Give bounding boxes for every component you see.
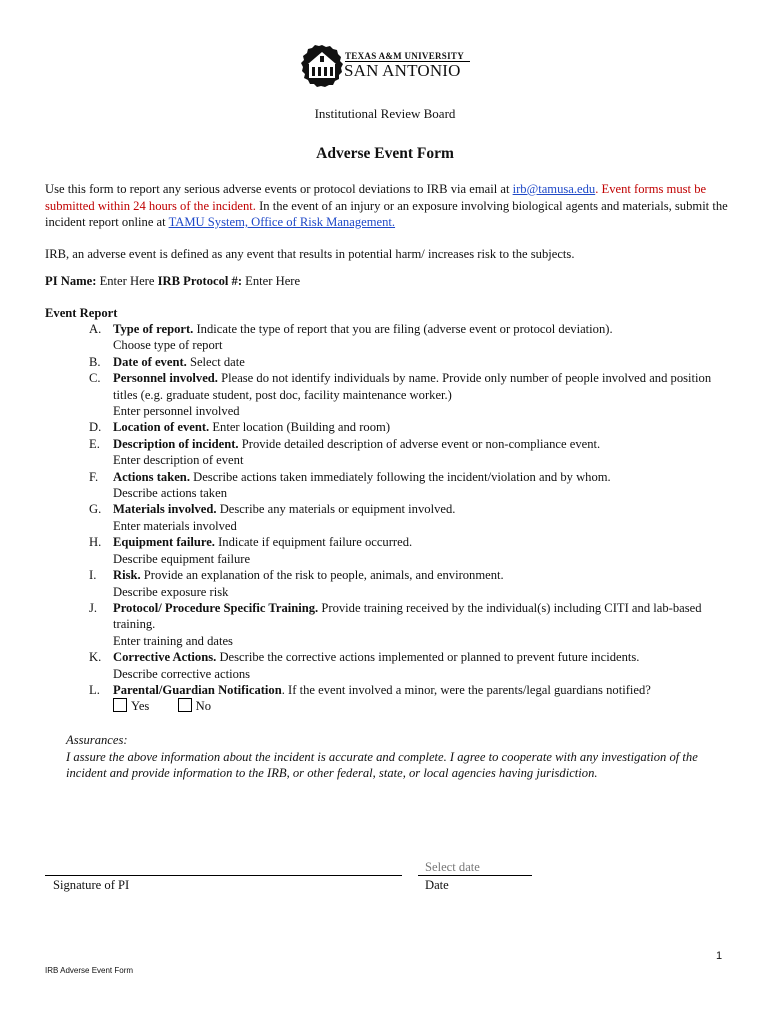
item-desc: . If the event involved a minor, were the parents/legal guardians notified? [281,682,651,697]
item-label: Parental/Guardian Notification [113,682,282,697]
item-label: Description of incident. [113,436,239,451]
pi-name-field[interactable]: Enter Here [96,274,158,288]
item-desc: Please do not identify individuals by name. Provide only number of people involved and position titles (e.g. graduate student, post doc, facility maintenance worker.) [113,371,712,402]
item-letter: F. [89,469,99,484]
item-label: Materials involved. [113,502,217,517]
no-checkbox[interactable] [178,698,192,712]
report-item-b [45,354,735,370]
item-desc: Provide detailed description of adverse event or non-compliance event. [238,436,601,451]
assurances-section [66,732,726,782]
intro-text: Use this form to report any serious adverse events or protocol deviations to IRB via email at [45,182,513,196]
item-desc: Describe any materials or equipment involved. [216,502,456,517]
item-letter: H. [89,535,102,550]
item-letter: K. [89,650,102,665]
report-item-h [45,534,735,567]
page-title: Adverse Event Form [316,145,454,162]
intro-separator: . [595,182,602,196]
adverse-event-definition: IRB, an adverse event is defined as any event that results in potential harm/ increases risk to the subjects. [45,247,575,261]
footer-doc-name: IRB Adverse Event Form [45,966,134,975]
event-report-heading: Event Report [45,306,118,320]
risk-field[interactable]: Describe exposure risk [113,584,229,599]
item-label: Corrective Actions. [113,650,217,665]
item-desc: Provide training received by the individual(s) including CITI and lab-based training. [113,600,702,632]
signature-line[interactable] [45,875,402,876]
report-item-l [45,682,735,715]
irb-email-link[interactable]: irb@tamusa.edu [512,182,596,196]
description-field[interactable]: Enter description of event [113,453,244,468]
item-label: Actions taken. [113,469,190,484]
item-label: Personnel involved. [113,371,218,386]
item-letter: D. [89,420,102,435]
materials-field[interactable]: Enter materials involved [113,518,237,533]
yes-checkbox[interactable] [113,698,127,712]
signature-label: Signature of PI [53,878,130,892]
equipment-failure-field[interactable]: Describe equipment failure [113,551,251,566]
intro-paragraph [45,181,735,231]
actions-field[interactable]: Describe actions taken [113,486,227,501]
item-letter: L. [89,682,100,697]
item-letter: C. [89,371,101,386]
risk-management-link[interactable]: TAMU System, Office of Risk Management. [168,215,396,229]
protocol-field[interactable]: Enter Here [242,274,301,288]
report-item-i [45,567,735,600]
item-letter: G. [89,502,102,517]
item-desc: Indicate if equipment failure occurred. [214,535,413,550]
item-label: Date of event. [113,354,187,369]
report-item-c [45,370,735,419]
item-letter: E. [89,436,100,451]
protocol-label: IRB Protocol #: [157,274,243,288]
item-letter: B. [89,354,101,369]
signature-date-picker[interactable]: Select date [425,860,480,874]
corrective-actions-field[interactable]: Describe corrective actions [113,666,251,681]
personnel-field[interactable]: Enter personnel involved [113,404,240,419]
date-line [418,875,532,876]
report-item-f [45,469,735,502]
item-label: Location of event. [113,420,210,435]
item-letter: A. [89,322,102,336]
item-desc: Provide an explanation of the risk to people, animals, and environment. [140,568,504,583]
report-type-dropdown[interactable]: Choose type of report [113,338,223,353]
report-item-j [45,600,735,649]
pi-name-label: PI Name: [45,274,97,288]
report-item-a [45,321,735,354]
university-name-line2: SAN ANTONIO [344,61,461,80]
item-letter: I. [89,568,97,583]
page-number: 1 [716,950,723,962]
yes-label: Yes [131,699,150,714]
event-report-list [45,321,735,715]
event-date-picker[interactable]: Select date [186,354,245,369]
item-desc: Describe the corrective actions implemented or planned to prevent future incidents. [216,650,640,665]
intro-text-continued: In the event of an injury or an exposure involving biological agents and materials, submit the incident report online at [45,198,728,229]
item-label: Risk. [113,568,141,583]
date-label: Date [425,878,449,892]
no-label: No [195,699,212,714]
item-label: Equipment failure. [113,535,215,550]
deadline-notice: Event forms must be submitted within 24 hours of the incident. [45,182,707,213]
pi-info-line [45,273,735,290]
report-item-g [45,501,735,534]
item-desc: Describe actions taken immediately following the incident/violation and by whom. [189,469,611,484]
location-field[interactable]: Enter location (Building and room) [209,420,391,435]
item-label: Type of report. [113,322,194,336]
report-item-d [45,419,735,435]
item-letter: J. [89,600,98,615]
report-item-e [45,436,735,469]
assurances-heading: Assurances: [66,733,128,747]
training-field[interactable]: Enter training and dates [113,633,233,648]
report-item-k [45,649,735,682]
university-name-line1: TEXAS A&M UNIVERSITY [345,51,465,61]
item-label: Protocol/ Procedure Specific Training. [113,600,319,615]
department-name: Institutional Review Board [314,106,456,121]
item-desc: Indicate the type of report that you are filing (adverse event or protocol deviation). [193,322,613,336]
assurances-text: I assure the above information about the incident is accurate and complete. I agree to cooperate with any investigation of the incident and provide information to the IRB, or other federal, state, or local agencies having jurisdiction. [66,749,698,780]
